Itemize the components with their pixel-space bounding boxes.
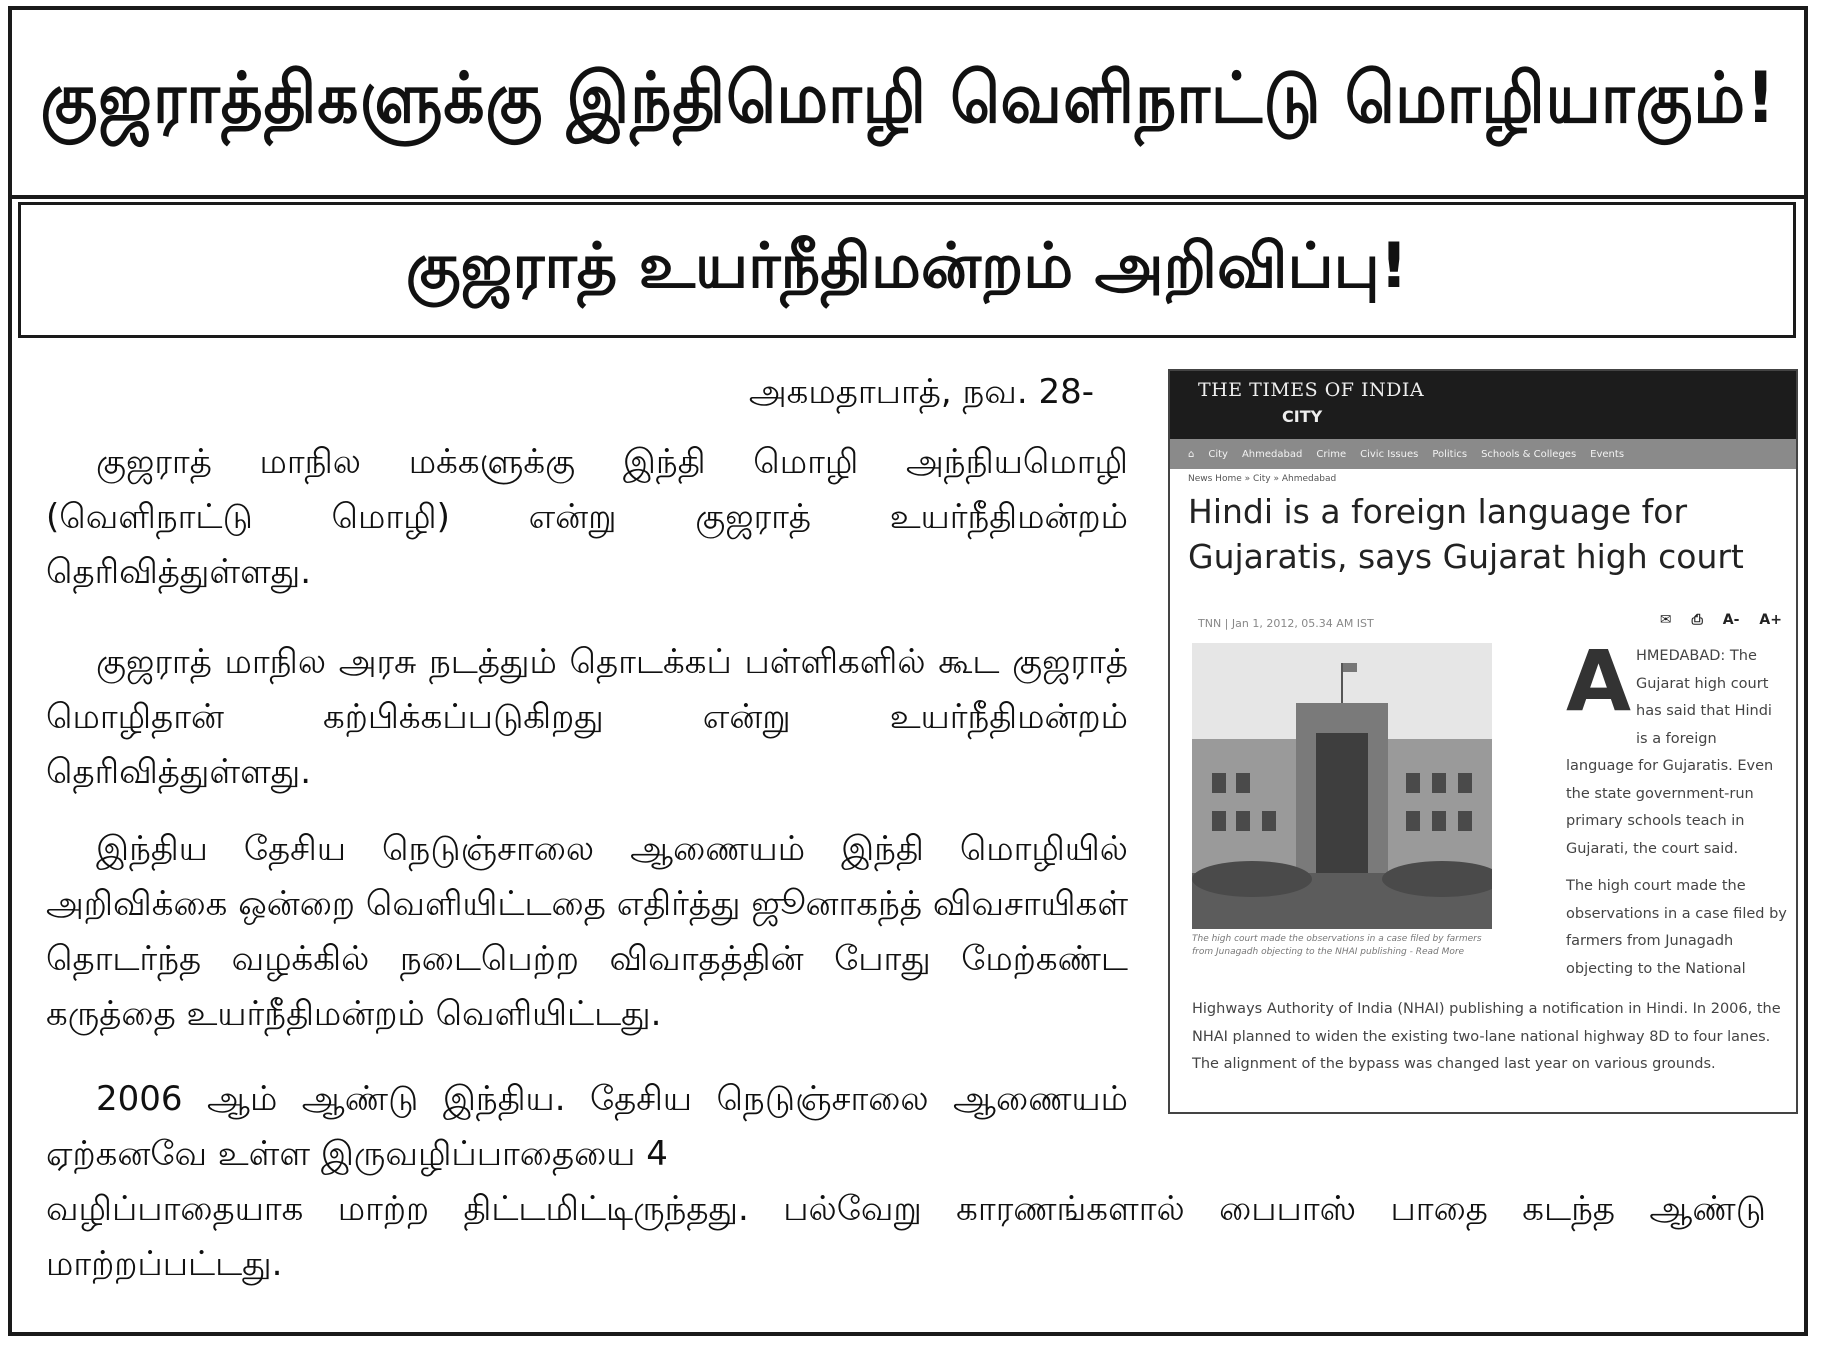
- home-icon: ⌂: [1188, 448, 1195, 460]
- article-paragraph-4: 2006 ஆம் ஆண்டு இந்திய. தேசிய நெடுஞ்சாலை ஆணையம் ஏற்கனவே உள்ள இருவழிப்பாதையை 4: [46, 1079, 1128, 1174]
- clipping-section: CITY: [1282, 407, 1323, 426]
- lead-line-4: is a foreign: [1636, 730, 1717, 747]
- clipping-breadcrumb: News Home » City » Ahmedabad: [1188, 474, 1337, 484]
- clipping-masthead: [1170, 371, 1796, 439]
- nav-item-ahmedabad: Ahmedabad: [1241, 448, 1303, 460]
- court-building-photo: [1192, 643, 1492, 929]
- column-text-2: The high court made the observations in a case filed by farmers from Junagadh objecting to the National: [1566, 878, 1787, 977]
- nav-item-civic: Civic Issues: [1360, 448, 1419, 460]
- photo-caption: The high court made the observations in a case filed by farmers from Junagadh objecting to the NHAI publishing - Read More: [1192, 934, 1482, 957]
- article-paragraph-1: குஜராத் மாநில மக்களுக்கு இந்தி மொழி அந்நியமொழி (வெளிநாட்டு மொழி) என்று குஜராத் உயர்நீதிமன்றம் தெரிவித்துள்ளது.: [46, 442, 1128, 592]
- newspaper-clipping: [1168, 369, 1798, 1114]
- nav-item-events: Events: [1590, 448, 1625, 460]
- dateline: அகமதாபாத், நவ. 28-: [748, 372, 1094, 412]
- clipping-brand: THE TIMES OF INDIA: [1198, 379, 1425, 401]
- column-text-1: language for Gujaratis. Even the state government-run primary schools teach in Gujarati, the court said.: [1566, 758, 1774, 857]
- subheadline-box: [18, 202, 1796, 338]
- font-larger: A+: [1759, 612, 1782, 628]
- clipping-full-text: Highways Authority of India (NHAI) publishing a notification in Hindi. In 2006, the NHAI planned to widen the existing two-lane national highway 8D to four lanes. The alignment of the bypass was changed last year on various grounds.: [1192, 1001, 1781, 1072]
- font-smaller: A-: [1722, 612, 1740, 628]
- subheadline: குஜராத் உயர்நீதிமன்றம் அறிவிப்பு!: [405, 229, 1409, 302]
- nav-item-crime: Crime: [1316, 448, 1347, 460]
- clipping-tools: [1660, 612, 1782, 628]
- lead-line-2: Gujarat high court: [1636, 675, 1769, 692]
- nav-item-politics: Politics: [1432, 448, 1468, 460]
- mail-icon: ✉: [1659, 612, 1672, 628]
- clipping-byline: TNN | Jan 1, 2012, 05.34 AM IST: [1198, 617, 1374, 630]
- clipping-nav: [1170, 439, 1796, 469]
- print-icon: ⎙: [1691, 612, 1703, 628]
- clipping-title: Hindi is a foreign language for Gujaratis, says Gujarat high court: [1188, 492, 1744, 576]
- clipping-column: [1566, 643, 1790, 993]
- newspaper-page: [8, 6, 1808, 1336]
- article-paragraph-3: இந்திய தேசிய நெடுஞ்சாலை ஆணையம் இந்தி மொழியில் அறிவிக்கை ஒன்றை வெளியிட்டதை எதிர்த்து ஜூனாகந்த் விவசாயிகள் தொடர்ந்த வழக்கில் நடைபெற்ற விவாதத்தின் போது மேற்கண்ட கருத்தை உயர்நீதிமன்றம் வெளியிட்டது.: [46, 829, 1128, 1034]
- headline-banner: [12, 10, 1804, 199]
- court-building-icon: [1192, 643, 1492, 929]
- nav-item-city: City: [1208, 448, 1228, 460]
- article-paragraph-5: வழிப்பாதையாக மாற்ற திட்டமிட்டிருந்தது. பல்வேறு காரணங்களால் பைபாஸ் பாதை கடந்த ஆண்டு மாற்றப்பட்டது.: [46, 1189, 1766, 1284]
- nav-item-schools: Schools & Colleges: [1481, 448, 1577, 460]
- headline: குஜராத்திகளுக்கு இந்திமொழி வெளிநாட்டு மொழியாகும்!: [40, 57, 1776, 139]
- lead-line-1: HMEDABAD: The: [1636, 648, 1757, 664]
- lead-line-3: has said that Hindi: [1636, 703, 1772, 719]
- drop-cap: A: [1566, 632, 1632, 730]
- article-paragraph-2: குஜராத் மாநில அரசு நடத்தும் தொடக்கப் பள்ளிகளில் கூட குஜராத் மொழிதான் கற்பிக்கப்படுகிறது என்று உயர்நீதிமன்றம் தெரிவித்துள்ளது.: [46, 642, 1128, 792]
